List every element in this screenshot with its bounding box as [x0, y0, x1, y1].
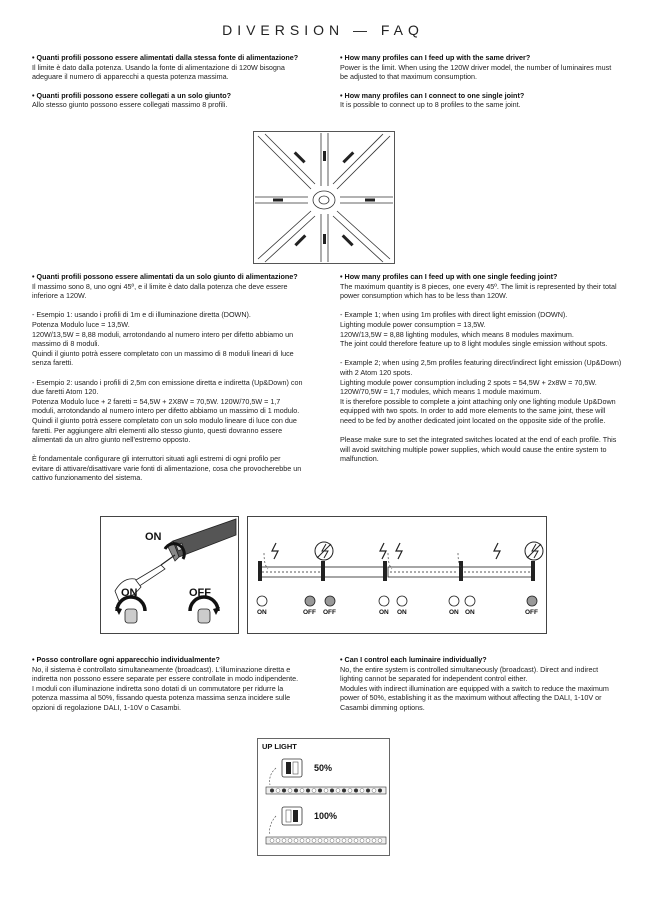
question: • How many profiles can I connect to one single joint?	[340, 90, 525, 100]
question: • Posso controllare ogni apparecchio individualmente?	[32, 655, 220, 664]
question: • Can I control each luminaire individually?	[340, 655, 487, 664]
switch-strip-illustration	[247, 516, 547, 634]
question: • How many profiles can I feed up with one single feeding joint?	[340, 272, 558, 281]
uplight-title: UP LIGHT	[262, 742, 297, 751]
faq-it-control	[32, 655, 308, 713]
strip-label: ON	[449, 609, 459, 616]
answer: It is possible to connect up to 8 profiles to the same joint.	[340, 100, 521, 110]
question: • Quanti profili possono essere alimentati da un solo giunto di alimentazione?	[32, 272, 298, 281]
strip-label: ON	[465, 609, 475, 616]
answer: No, il sistema è controllato simultaneamente (broadcast). L'illuminazione diretta e indiretta non possono essere separate per essere controllate in modo indipendente. I moduli con illuminazione indiretta sono dotati di un commutatore per ridurre la potenza massima al 50%, fissando questa potenza massima senza incidere sulle opzioni di regolazione DALI, 1-10V o Casambi.	[32, 664, 299, 712]
answer: Allo stesso giunto possono essere collegati massimo 8 profili.	[32, 100, 228, 110]
faq-en-top	[340, 53, 618, 119]
joint-illustration	[253, 131, 395, 264]
question: • Quanti profili possono essere collegati a un solo giunto?	[32, 90, 231, 100]
question: • How many profiles can I feed up with the same driver?	[340, 53, 531, 62]
on-label: ON	[121, 587, 138, 599]
level-100-label: 100%	[314, 811, 338, 821]
answer: The maximum quantity is 8 pieces, one every 45º. The limit is represented by their total power consumption which has to be less than 120W. - Example 1; when using 1m profiles with direct light emission (DOWN). Lighting module power consumption = 13,5W. 120W/13,5W = 8,88 lighting modules, which means 8 modules maximum. The joint could therefore feature up to 8 light modules single emission without spots. - Example 2; when using 2,5m profiles featuring direct/indirect light emission (Up&Down) with 2 Atom 120 spots. Lighting module power consumption including 2 spots = 54,5W + 2x8W = 70,5W. 120W/70,5W = 1,7 modules, which means 1 module maximum. It is therefore possible to complete a joint attaching only one lighting module Up&Down equipped with two spots. In order to add more elements to the same joint, these will need to be fed by another dedicated joint located on the opposite side of the profile. Please make sure to set the integrated switches located at the end of each profile. This will avoid switching multiple power supplies, which would cause the entire system to malfunction.	[340, 281, 622, 464]
switch-illustration	[100, 516, 239, 634]
answer: Il limite è dato dalla potenza. Usando la fonte di alimentazione di 120W bisogna adeguare il numero di apparecchi a questa potenza massima.	[32, 62, 287, 82]
faq-en-control	[340, 655, 618, 713]
level-50-label: 50%	[314, 763, 333, 773]
on-label: ON	[145, 531, 162, 543]
page-title: DIVERSION — FAQ	[222, 22, 424, 38]
answer: No, the entire system is controlled simultaneously (broadcast). Direct and indirect lighting cannot be separated for independent control either. Modules with indirect illumination are equipped with a switch to reduce the maximum power of 50%, establishing it as the maximum without affecting the DALI, 1-10V or Casambi dimming options.	[340, 664, 609, 712]
uplight-illustration	[257, 738, 390, 856]
off-label: OFF	[189, 587, 211, 599]
strip-label: ON	[379, 609, 389, 616]
faq-it-feeding	[32, 272, 304, 483]
strip-label: OFF	[525, 609, 538, 616]
faq-it-top	[32, 53, 302, 119]
strip-label: ON	[257, 609, 267, 616]
faq-en-feeding	[340, 272, 622, 464]
strip-label: ON	[397, 609, 407, 616]
answer: Il massimo sono 8, uno ogni 45º, e il limite è dato dalla potenza che deve essere inferiore a 120W. - Esempio 1: usando i profili di 1m e di illuminazione diretta (DOWN). Potenza Modulo luce = 13,5W. 120W/13,5W = 8,88 moduli, arrotondando al numero intero per difetto abbiamo un massimo di 8 moduli. Quindi il giunto potrà essere completato con un massimo di 8 moduli lineari di luce senza faretti. - Esempio 2: usando i profili di 2,5m con emissione diretta e indiretta (Up&Down) con due faretti Atom 120. Potenza Modulo luce + 2 faretti = 54,5W + 2X8W = 70,5W. 120W/70,5W = 1,7 moduli, arrotondando al numero intero per difetto abbiamo un massimo di 1 modulo. Quindi il giunto potrà essere completato con un solo modulo lineare di luce con due faretti. Per aggiungere altri elementi allo stesso giunto, questi dovranno essere alimentati da un altro giunto nell'estremo opposto. È fondamentale configurare gli interruttori situati agli estremi di ogni profilo per evitare di attivare/disattivare varie fonti di alimentazione, cosa che provocherebbe un cattivo funzionamento del sistema.	[32, 281, 303, 483]
question: • Quanti profili possono essere alimentati dalla stessa fonte di alimentazione?	[32, 53, 299, 62]
answer: Power is the limit. When using the 120W driver model, the number of luminaires must be adjusted to that maximum consumption.	[340, 62, 614, 82]
strip-label: OFF	[323, 609, 336, 616]
strip-label: OFF	[303, 609, 316, 616]
